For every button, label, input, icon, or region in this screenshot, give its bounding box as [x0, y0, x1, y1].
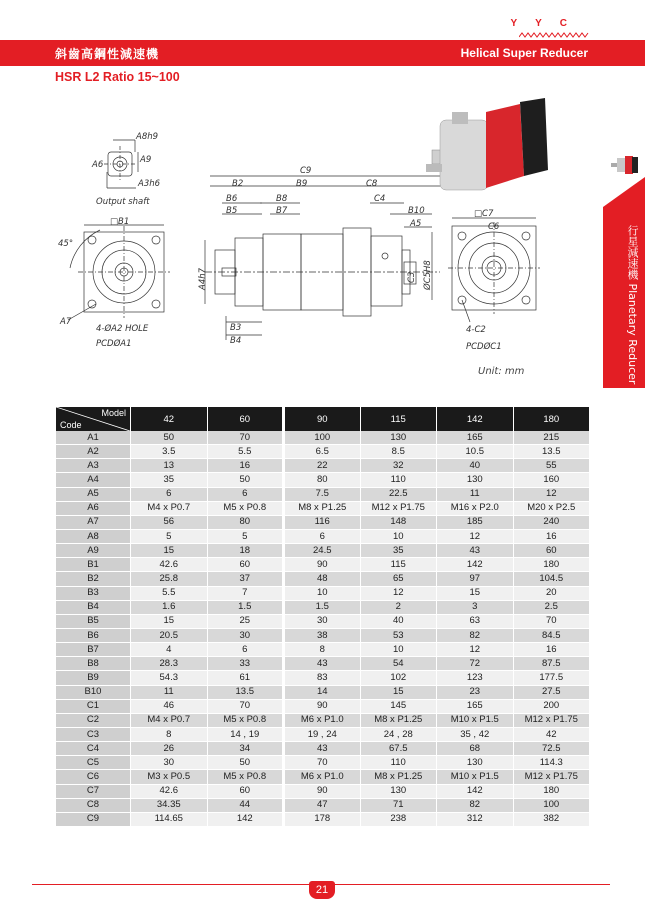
table-cell: 5.5	[131, 586, 208, 600]
table-cell: M10 x P1.5	[437, 770, 514, 784]
row-code: C7	[56, 784, 131, 798]
table-cell: 312	[437, 812, 514, 826]
table-row	[56, 685, 590, 699]
table-cell: 110	[360, 473, 437, 487]
dimension-drawing	[0, 85, 600, 385]
row-code: B6	[56, 628, 131, 642]
table-cell: 90	[284, 558, 361, 572]
table-cell: 12	[437, 529, 514, 543]
row-code: C2	[56, 713, 131, 727]
table-cell: 26	[131, 742, 208, 756]
table-cell: 7	[207, 586, 284, 600]
side-profile-view	[205, 176, 442, 340]
table-cell: 142	[437, 784, 514, 798]
model-header: 42	[131, 407, 208, 431]
table-row	[56, 671, 590, 685]
table-cell: 35 , 42	[437, 727, 514, 741]
label-c7: □C7	[474, 209, 494, 219]
row-code: A7	[56, 515, 131, 529]
table-cell: 130	[360, 784, 437, 798]
brand-logo-text: YYC	[510, 18, 585, 29]
table-cell: 60	[207, 784, 284, 798]
table-cell: 12	[360, 586, 437, 600]
corner-model-label: Model	[101, 408, 126, 418]
table-cell: 10	[360, 529, 437, 543]
table-cell: 60	[513, 544, 590, 558]
table-row	[56, 473, 590, 487]
table-cell: 7.5	[284, 487, 361, 501]
table-cell: 165	[437, 431, 514, 445]
table-cell: 43	[284, 657, 361, 671]
row-code: C9	[56, 812, 131, 826]
table-row	[56, 445, 590, 459]
table-cell: 382	[513, 812, 590, 826]
table-cell: 15	[131, 544, 208, 558]
label-a5: A5	[410, 219, 422, 229]
table-cell: 50	[131, 431, 208, 445]
label-c4: C4	[374, 194, 386, 204]
label-c9: C9	[300, 166, 312, 176]
table-cell: 35	[131, 473, 208, 487]
table-row	[56, 572, 590, 586]
table-cell: 13.5	[207, 685, 284, 699]
table-cell: 102	[360, 671, 437, 685]
table-cell: 145	[360, 699, 437, 713]
table-cell: 114.3	[513, 756, 590, 770]
table-cell: 24 , 28	[360, 727, 437, 741]
row-code: C1	[56, 699, 131, 713]
table-cell: M6 x P1.0	[284, 770, 361, 784]
table-cell: 12	[513, 487, 590, 501]
label-b6: B6	[226, 194, 238, 204]
table-cell: 142	[437, 558, 514, 572]
table-cell: 50	[207, 473, 284, 487]
table-cell: 42.6	[131, 784, 208, 798]
table-cell: 54	[360, 657, 437, 671]
table-cell: 54.3	[131, 671, 208, 685]
table-cell: 50	[207, 756, 284, 770]
table-cell: M12 x P1.75	[513, 770, 590, 784]
table-cell: 27.5	[513, 685, 590, 699]
row-code: B7	[56, 643, 131, 657]
brand-zigzag-icon	[519, 32, 589, 38]
output-shaft-detail	[104, 140, 138, 188]
table-cell: M8 x P1.25	[360, 770, 437, 784]
table-cell: 104.5	[513, 572, 590, 586]
row-code: A8	[56, 529, 131, 543]
table-cell: 71	[360, 798, 437, 812]
table-cell: 110	[360, 756, 437, 770]
header-title-cn: 斜齒高鋼性減速機	[55, 47, 160, 61]
table-cell: 70	[513, 614, 590, 628]
table-row	[56, 742, 590, 756]
table-cell: 25	[207, 614, 284, 628]
page-subtitle: HSR L2 Ratio 15~100	[55, 70, 180, 84]
row-code: A9	[56, 544, 131, 558]
table-cell: 1.6	[131, 600, 208, 614]
table-cell: 15	[360, 685, 437, 699]
table-cell: 42.6	[131, 558, 208, 572]
table-row	[56, 643, 590, 657]
table-cell: 100	[513, 798, 590, 812]
table-cell: 8	[284, 643, 361, 657]
table-cell: M6 x P1.0	[284, 713, 361, 727]
label-b4: B4	[230, 336, 242, 346]
table-cell: 13.5	[513, 445, 590, 459]
table-row	[56, 770, 590, 784]
table-cell: 34	[207, 742, 284, 756]
row-code: C5	[56, 756, 131, 770]
table-cell: 5	[131, 529, 208, 543]
row-code: A4	[56, 473, 131, 487]
table-cell: 63	[437, 614, 514, 628]
label-hole: 4-ØA2 HOLE	[96, 324, 149, 334]
table-cell: 30	[207, 628, 284, 642]
table-cell: 3.5	[131, 445, 208, 459]
table-cell: 80	[207, 515, 284, 529]
table-row	[56, 727, 590, 741]
row-code: B8	[56, 657, 131, 671]
table-cell: 16	[207, 459, 284, 473]
table-cell: 33	[207, 657, 284, 671]
row-code: B2	[56, 572, 131, 586]
table-cell: 47	[284, 798, 361, 812]
table-cell: 177.5	[513, 671, 590, 685]
table-row	[56, 756, 590, 770]
label-c5h8: ØC5H8	[423, 260, 433, 290]
table-row	[56, 713, 590, 727]
table-cell: 142	[207, 812, 284, 826]
table-cell: 200	[513, 699, 590, 713]
table-cell: 16	[513, 529, 590, 543]
table-cell: 90	[284, 784, 361, 798]
table-row	[56, 628, 590, 642]
label-c3: C3	[407, 271, 417, 283]
table-cell: 4	[131, 643, 208, 657]
table-cell: 2	[360, 600, 437, 614]
table-cell: 87.5	[513, 657, 590, 671]
table-cell: M16 x P2.0	[437, 501, 514, 515]
table-cell: 8.5	[360, 445, 437, 459]
label-a6: A6	[92, 160, 104, 170]
table-cell: 180	[513, 784, 590, 798]
table-row	[56, 798, 590, 812]
table-cell: 123	[437, 671, 514, 685]
row-code: B10	[56, 685, 131, 699]
table-row	[56, 501, 590, 515]
label-b1: □B1	[110, 217, 130, 227]
table-cell: 13	[131, 459, 208, 473]
table-cell: 116	[284, 515, 361, 529]
table-cell: 185	[437, 515, 514, 529]
table-cell: 14	[284, 685, 361, 699]
table-cell: 130	[437, 756, 514, 770]
row-code: B3	[56, 586, 131, 600]
row-code: C3	[56, 727, 131, 741]
table-cell: 60	[207, 558, 284, 572]
label-a7: A7	[60, 317, 72, 327]
table-cell: 20.5	[131, 628, 208, 642]
table-cell: 16	[513, 643, 590, 657]
model-header: 60	[207, 407, 284, 431]
table-cell: 82	[437, 798, 514, 812]
label-b10: B10	[408, 206, 425, 216]
table-row	[56, 657, 590, 671]
label-c2: 4-C2	[466, 325, 486, 335]
table-cell: 68	[437, 742, 514, 756]
row-code: A5	[56, 487, 131, 501]
table-cell: 55	[513, 459, 590, 473]
table-cell: 46	[131, 699, 208, 713]
table-cell: 48	[284, 572, 361, 586]
label-pcdc1: PCDØC1	[466, 342, 502, 352]
rear-input-view	[448, 218, 540, 322]
corner-code-label: Code	[60, 420, 82, 430]
label-a3h6: A3h6	[138, 179, 161, 189]
table-cell: 19 , 24	[284, 727, 361, 741]
table-cell: 160	[513, 473, 590, 487]
table-cell: 25.8	[131, 572, 208, 586]
table-cell: 215	[513, 431, 590, 445]
table-cell: 61	[207, 671, 284, 685]
label-a4h7: A4h7	[198, 267, 208, 290]
table-row	[56, 544, 590, 558]
table-cell: 32	[360, 459, 437, 473]
table-cell: 130	[437, 473, 514, 487]
page-number: 21	[309, 881, 335, 899]
table-cell: 8	[131, 727, 208, 741]
table-cell: 42	[513, 727, 590, 741]
table-row	[56, 699, 590, 713]
table-cell: 67.5	[360, 742, 437, 756]
spec-table	[56, 407, 590, 827]
table-cell: 65	[360, 572, 437, 586]
table-cell: 148	[360, 515, 437, 529]
label-pcda1: PCDØA1	[96, 339, 132, 349]
table-cell: 238	[360, 812, 437, 826]
table-cell: M5 x P0.8	[207, 713, 284, 727]
table-cell: 97	[437, 572, 514, 586]
table-row	[56, 459, 590, 473]
table-cell: M8 x P1.25	[284, 501, 361, 515]
table-cell: 178	[284, 812, 361, 826]
table-cell: 22.5	[360, 487, 437, 501]
row-code: B1	[56, 558, 131, 572]
label-b5: B5	[226, 206, 238, 216]
table-cell: 3	[437, 600, 514, 614]
table-cell: 38	[284, 628, 361, 642]
table-cell: M20 x P2.5	[513, 501, 590, 515]
row-code: C8	[56, 798, 131, 812]
table-cell: 1.5	[284, 600, 361, 614]
table-corner-cell	[56, 407, 131, 431]
table-row	[56, 515, 590, 529]
gear-reducer-product-image	[426, 98, 548, 190]
spec-table-body	[56, 431, 590, 826]
label-output-shaft: Output shaft	[96, 197, 150, 207]
label-a9: A9	[140, 155, 152, 165]
row-code: A1	[56, 431, 131, 445]
table-cell: 2.5	[513, 600, 590, 614]
table-cell: 83	[284, 671, 361, 685]
header-title-en: Helical Super Reducer	[460, 46, 588, 60]
table-cell: 43	[437, 544, 514, 558]
table-cell: 40	[360, 614, 437, 628]
table-row	[56, 586, 590, 600]
table-cell: 6	[284, 529, 361, 543]
row-code: C6	[56, 770, 131, 784]
table-cell: 43	[284, 742, 361, 756]
table-cell: 114.65	[131, 812, 208, 826]
table-cell: M4 x P0.7	[131, 713, 208, 727]
table-cell: 28.3	[131, 657, 208, 671]
table-cell: M10 x P1.5	[437, 713, 514, 727]
label-b3: B3	[230, 323, 242, 333]
table-cell: 165	[437, 699, 514, 713]
label-b7: B7	[276, 206, 288, 216]
model-header: 142	[437, 407, 514, 431]
table-cell: M8 x P1.25	[360, 713, 437, 727]
label-b8: B8	[276, 194, 288, 204]
label-c8: C8	[366, 179, 378, 189]
table-header-row	[56, 407, 590, 431]
row-code: B9	[56, 671, 131, 685]
table-cell: 5.5	[207, 445, 284, 459]
table-cell: 115	[360, 558, 437, 572]
row-code: C4	[56, 742, 131, 756]
small-reducer-icon	[611, 156, 638, 174]
table-cell: 10.5	[437, 445, 514, 459]
table-cell: 5	[207, 529, 284, 543]
table-cell: 84.5	[513, 628, 590, 642]
table-row	[56, 431, 590, 445]
table-cell: 180	[513, 558, 590, 572]
table-cell: 72.5	[513, 742, 590, 756]
table-cell: 23	[437, 685, 514, 699]
table-cell: 18	[207, 544, 284, 558]
table-row	[56, 812, 590, 826]
table-cell: 30	[284, 614, 361, 628]
label-c6: C6	[488, 222, 500, 232]
table-cell: 10	[284, 586, 361, 600]
table-cell: 90	[284, 699, 361, 713]
front-flange-view	[68, 225, 170, 320]
row-code: A2	[56, 445, 131, 459]
table-cell: 70	[284, 756, 361, 770]
table-cell: M3 x P0.5	[131, 770, 208, 784]
table-cell: 44	[207, 798, 284, 812]
table-cell: 70	[207, 699, 284, 713]
table-cell: 240	[513, 515, 590, 529]
table-row	[56, 600, 590, 614]
label-b2: B2	[232, 179, 244, 189]
table-cell: 34.35	[131, 798, 208, 812]
table-cell: 11	[437, 487, 514, 501]
table-cell: 130	[360, 431, 437, 445]
table-cell: 100	[284, 431, 361, 445]
table-cell: 10	[360, 643, 437, 657]
table-row	[56, 614, 590, 628]
table-cell: 30	[131, 756, 208, 770]
table-row	[56, 784, 590, 798]
row-code: A3	[56, 459, 131, 473]
unit-label: Unit: mm	[478, 366, 525, 377]
table-cell: 80	[284, 473, 361, 487]
table-cell: M5 x P0.8	[207, 501, 284, 515]
table-cell: 6	[131, 487, 208, 501]
table-cell: 53	[360, 628, 437, 642]
label-45deg: 45°	[58, 239, 74, 249]
table-cell: 15	[437, 586, 514, 600]
table-cell: 6	[207, 643, 284, 657]
row-code: B4	[56, 600, 131, 614]
table-cell: 11	[131, 685, 208, 699]
row-code: B5	[56, 614, 131, 628]
table-cell: 56	[131, 515, 208, 529]
table-row	[56, 558, 590, 572]
row-code: A6	[56, 501, 131, 515]
table-cell: 72	[437, 657, 514, 671]
table-cell: 24.5	[284, 544, 361, 558]
label-b9: B9	[296, 179, 308, 189]
table-cell: 14 , 19	[207, 727, 284, 741]
table-cell: 35	[360, 544, 437, 558]
model-header: 90	[284, 407, 361, 431]
table-cell: 6	[207, 487, 284, 501]
table-cell: 40	[437, 459, 514, 473]
label-a8h9: A8h9	[136, 132, 159, 142]
table-cell: M12 x P1.75	[513, 713, 590, 727]
table-cell: 20	[513, 586, 590, 600]
table-row	[56, 529, 590, 543]
table-cell: 22	[284, 459, 361, 473]
model-header: 115	[360, 407, 437, 431]
table-cell: 1.5	[207, 600, 284, 614]
side-tab-label: 行星減速機 Planetary Reducer	[626, 225, 639, 385]
table-cell: M12 x P1.75	[360, 501, 437, 515]
table-cell: 6.5	[284, 445, 361, 459]
table-cell: 82	[437, 628, 514, 642]
table-cell: 70	[207, 431, 284, 445]
table-cell: 15	[131, 614, 208, 628]
table-cell: M5 x P0.8	[207, 770, 284, 784]
table-cell: M4 x P0.7	[131, 501, 208, 515]
table-row	[56, 487, 590, 501]
table-cell: 12	[437, 643, 514, 657]
table-cell: 37	[207, 572, 284, 586]
model-header: 180	[513, 407, 590, 431]
